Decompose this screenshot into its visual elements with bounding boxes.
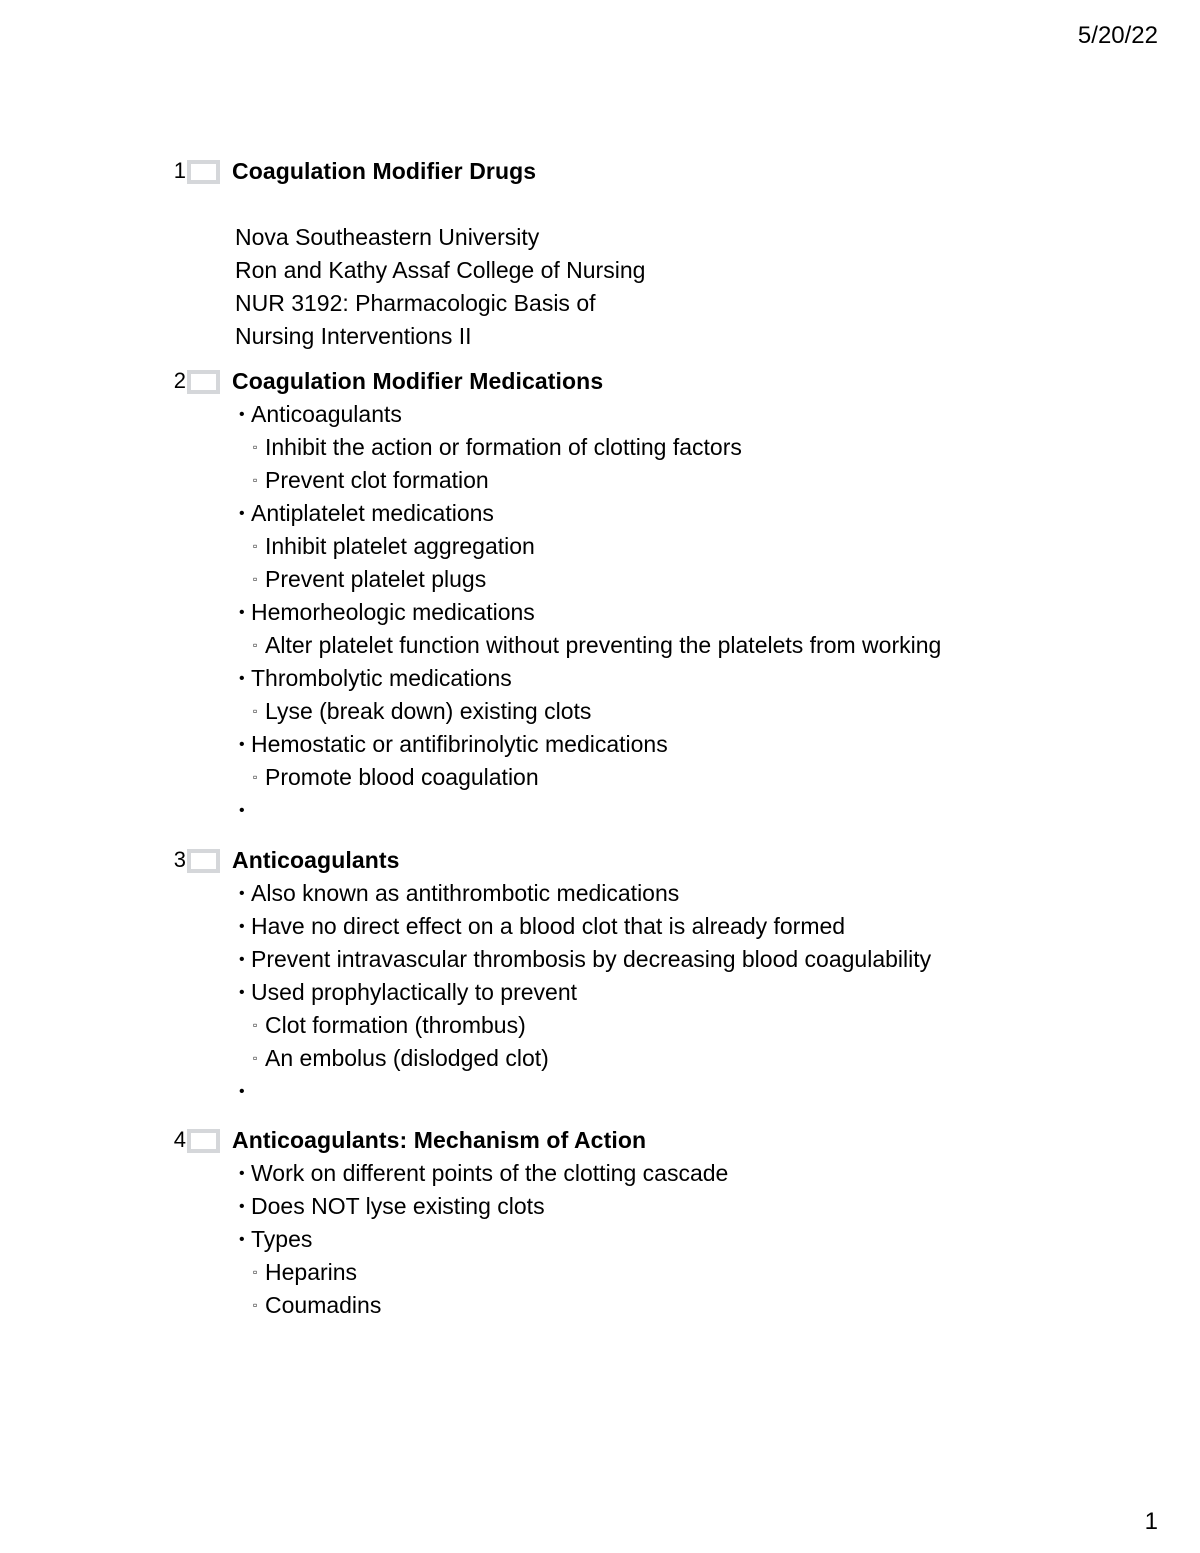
slide-thumbnail-box[interactable] <box>187 370 220 394</box>
sub-bullet-marker-icon: ▫ <box>253 473 258 487</box>
sub-bullet-item <box>235 1256 1070 1289</box>
bullet-text: Does NOT lyse existing clots <box>251 1193 545 1219</box>
bullet-text: Hemostatic or antifibrinolytic medications <box>251 731 668 757</box>
bullet-marker-icon: • <box>239 984 245 1001</box>
bullet-item <box>235 596 1070 629</box>
bullet-text: Hemorheologic medications <box>251 599 535 625</box>
sub-bullet-marker-icon: ▫ <box>253 1051 258 1065</box>
bullet-text: Promote blood coagulation <box>265 764 539 790</box>
bullet-item <box>235 877 1070 910</box>
bullet-text: Inhibit the action or formation of clotting factors <box>265 434 742 460</box>
sub-bullet-marker-icon: ▫ <box>253 1298 258 1312</box>
bullet-item <box>235 1157 1070 1190</box>
sub-bullet-item <box>235 629 1070 662</box>
bullet-marker-icon: • <box>239 918 245 935</box>
bullet-item <box>235 1075 1070 1108</box>
sub-bullet-marker-icon: ▫ <box>253 638 258 652</box>
bullet-item <box>235 794 1070 827</box>
bullet-marker-icon: • <box>239 736 245 753</box>
slide-title: Anticoagulants <box>232 846 400 873</box>
bullet-text: Inhibit platelet aggregation <box>265 533 535 559</box>
bullet-marker-icon: • <box>239 1165 245 1182</box>
bullet-marker-icon: • <box>239 604 245 621</box>
slide-number: 1 <box>173 158 186 183</box>
sub-bullet-item <box>235 464 1070 497</box>
slide-title: Coagulation Modifier Medications <box>232 367 604 394</box>
bullet-text: Prevent intravascular thrombosis by decreasing blood coagulability <box>251 946 932 972</box>
sub-bullet-item <box>235 530 1070 563</box>
body-line: Nova Southeastern University <box>235 224 540 250</box>
bullet-list <box>235 877 1070 1108</box>
bullet-item <box>235 910 1070 943</box>
bullet-text: Work on different points of the clotting cascade <box>251 1160 729 1186</box>
bullet-marker-icon: • <box>239 1231 245 1248</box>
slide-thumbnail-box[interactable] <box>187 1129 220 1153</box>
slide-header <box>170 843 1070 877</box>
sub-bullet-item <box>235 695 1070 728</box>
sub-bullet-item <box>235 1042 1070 1075</box>
slide-thumbnail-box[interactable] <box>187 849 220 873</box>
bullet-marker-icon: • <box>239 1198 245 1215</box>
bullet-text: Prevent clot formation <box>265 467 489 493</box>
bullet-text: Have no direct effect on a blood clot that is already formed <box>251 913 846 939</box>
bullet-marker-icon: • <box>239 951 245 968</box>
bullet-text: Lyse (break down) existing clots <box>265 698 592 724</box>
sub-bullet-marker-icon: ▫ <box>253 1018 258 1032</box>
sub-bullet-marker-icon: ▫ <box>253 572 258 586</box>
bullet-marker-icon: • <box>239 670 245 687</box>
sub-bullet-marker-icon: ▫ <box>253 1265 258 1279</box>
bullet-item <box>235 1223 1070 1256</box>
bullet-item <box>235 976 1070 1009</box>
slide-title: Coagulation Modifier Drugs <box>232 157 537 184</box>
slide-1 <box>170 154 1070 353</box>
sub-bullet-marker-icon: ▫ <box>253 770 258 784</box>
sub-bullet-item <box>235 761 1070 794</box>
slide-header <box>170 154 1070 188</box>
bullet-text: Anticoagulants <box>251 401 402 427</box>
bullet-list <box>235 1157 1070 1322</box>
slide-3 <box>170 843 1070 1108</box>
bullet-text: Also known as antithrombotic medications <box>251 880 680 906</box>
bullet-text: Thrombolytic medications <box>251 665 512 691</box>
bullet-item <box>235 943 1070 976</box>
bullet-item <box>235 497 1070 530</box>
page-date: 5/20/22 <box>1077 22 1158 49</box>
bullet-text: Coumadins <box>265 1292 382 1318</box>
slide-4 <box>170 1123 1070 1322</box>
slide-thumbnail-box[interactable] <box>187 160 220 184</box>
slide-number: 4 <box>173 1127 186 1152</box>
bullet-text: Clot formation (thrombus) <box>265 1012 526 1038</box>
bullet-item <box>235 1190 1070 1223</box>
bullet-item <box>235 728 1070 761</box>
bullet-text: Antiplatelet medications <box>251 500 494 526</box>
sub-bullet-marker-icon: ▫ <box>253 704 258 718</box>
bullet-marker-icon: • <box>239 802 245 819</box>
body-line: Ron and Kathy Assaf College of Nursing <box>235 257 646 283</box>
bullet-item <box>235 398 1070 431</box>
bullet-text: Used prophylactically to prevent <box>251 979 577 1005</box>
bullet-item <box>235 662 1070 695</box>
slide-2 <box>170 364 1070 827</box>
bullet-marker-icon: • <box>239 1083 245 1100</box>
bullet-marker-icon: • <box>239 505 245 522</box>
sub-bullet-item <box>235 1009 1070 1042</box>
bullet-text: Alter platelet function without preventing the platelets from working <box>265 632 942 658</box>
slide-number: 3 <box>173 847 186 872</box>
bullet-text: Prevent platelet plugs <box>265 566 487 592</box>
slide-title: Anticoagulants: Mechanism of Action <box>232 1126 647 1153</box>
bullet-text: Types <box>251 1226 313 1252</box>
body-line: NUR 3192: Pharmacologic Basis of <box>235 290 596 316</box>
bullet-marker-icon: • <box>239 406 245 423</box>
slide-number: 2 <box>173 368 186 393</box>
sub-bullet-item <box>235 563 1070 596</box>
bullet-marker-icon: • <box>239 885 245 902</box>
sub-bullet-item <box>235 1289 1070 1322</box>
sub-bullet-item <box>235 431 1070 464</box>
sub-bullet-marker-icon: ▫ <box>253 440 258 454</box>
body-line: Nursing Interventions II <box>235 323 472 349</box>
bullet-text: An embolus (dislodged clot) <box>265 1045 549 1071</box>
bullet-text: Heparins <box>265 1259 358 1285</box>
bullet-list <box>235 398 1070 827</box>
sub-bullet-marker-icon: ▫ <box>253 539 258 553</box>
page-number: 1 <box>1144 1508 1158 1535</box>
slide-header <box>170 364 1070 398</box>
slide-header <box>170 1123 1070 1157</box>
